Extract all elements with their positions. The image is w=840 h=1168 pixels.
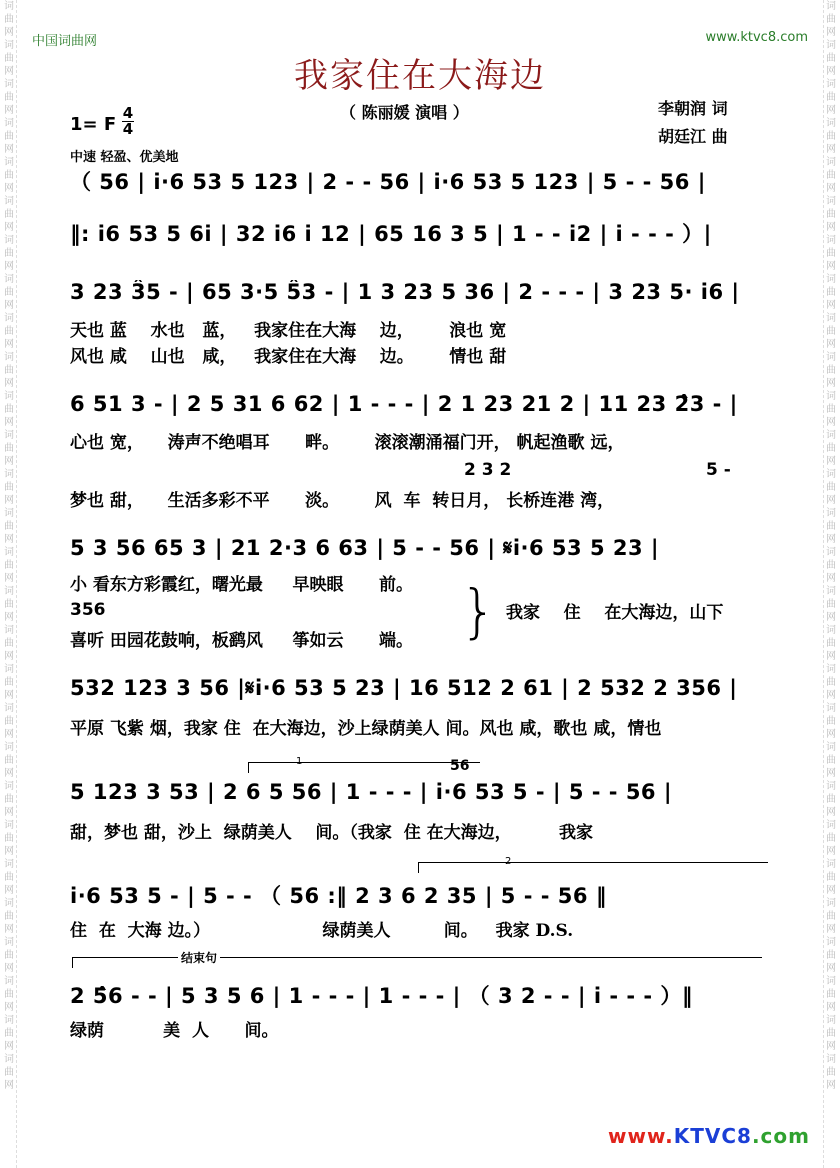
watermark-right: 词曲网词曲网词曲网词曲网词曲网词曲网词曲网词曲网词曲网词曲网词曲网词曲网词曲网词曲网词曲网词曲网词曲网词曲网词曲网词曲网词曲网词曲网词曲网词曲网词曲网词曲网词曲网词曲网 (823, 0, 838, 1168)
lyric-line: 平原 飞紫 烟，我家 住 在大海边，沙上绿荫美人 间。风也 咸，歌也 咸，情也 (70, 719, 662, 739)
site-name: 中国词曲网 (32, 34, 98, 49)
small-notes: 2 3 2 (464, 460, 512, 480)
notation-row-7: 5 123 3 53 | 2 6 5 56 | 1 - - - | i·6 53 5 - | 5 - - 56 | (70, 780, 673, 804)
notation-row-9: 2 5̂6 - - | 5 3 5 6 | 1 - - - | 1 - - - | （ 3 2 - - | i - - - ）‖ (70, 984, 693, 1008)
footer-logo-part: .com (751, 1124, 810, 1148)
volta-number: 2 (505, 856, 512, 867)
notation-row-8: i·6 53 5 - | 5 - - （ 56 :‖ 2 3 6 2 35 | 5 - - 56 ‖ (70, 884, 607, 908)
coda-bracket (72, 957, 762, 958)
lyric-line: 小 看东方彩霞红，曙光最 早映眼 前。 (70, 575, 414, 595)
notation-row-6: 532 123 3 56 |𝄋i·6 53 5 23 | 16 512 2 61 | 2 532 2 356 | (70, 676, 738, 700)
time-top: 4 (122, 104, 134, 122)
lyric-line: 绿荫 美 人 间。 (70, 1021, 279, 1041)
small-notes: 5 - (706, 460, 731, 480)
volta-number: 1 (296, 756, 303, 767)
lyric-line: 心也 宽， 涛声不绝唱耳 畔。 滚滚潮涌福门开， 帆起渔歌 远， (70, 433, 625, 453)
lyric-line: 甜，梦也 甜，沙上 绿荫美人 间。（我家 住 在大海边， 我家 (70, 823, 594, 843)
notation-row-4: 6 51 3 - | 2 5 31 6 62 | 1 - - - | 2 1 23 21 2 | 11 23 2̂3 - | (70, 392, 738, 416)
lyric-line: 梦也 甜， 生活多彩不平 淡。 风 车 转日月， 长桥连港 湾， (70, 491, 615, 511)
lyric-line: 天也 蓝 水也 蓝， 我家住在大海 边， 浪也 宽 (70, 321, 507, 341)
time-signature (122, 106, 134, 137)
footer-logo-part: www. (607, 1124, 674, 1148)
lyric-line: 我家 住 在大海边，山下 (506, 603, 724, 623)
lyric-line: 风也 咸 山也 咸， 我家住在大海 边。 情也 甜 (70, 347, 507, 367)
notation-row-2: ‖: i6 53 5 6i | 32 i6 i 12 | 65 16 3 5 | 1 - - i2 | i - - - ）| (70, 222, 712, 246)
lyric-brace: } (460, 577, 497, 645)
singer: （ 陈丽媛 演唱 ） (340, 103, 469, 122)
volta-bracket-2 (418, 862, 768, 863)
footer-logo-part: KTVC8 (673, 1124, 752, 1148)
footer-logo (608, 1124, 810, 1148)
time-bottom: 4 (122, 120, 134, 138)
notation-row-1: （ 56 | i·6 53 5 123 | 2 - - 56 | i·6 53 5 123 | 5 - - 56 | (70, 170, 706, 194)
lyric-line: 住 在 大海 边。） 绿荫美人 间。 我家 D.S. (70, 921, 574, 941)
lyric-line: 喜听 田园花鼓响，板鹞风 筝如云 端。 (70, 631, 414, 651)
tempo-marking: 中速 轻盈、优美地 (70, 150, 179, 165)
key-signature: 1= F (70, 114, 117, 135)
small-notes: 56 (450, 758, 470, 774)
volta-bracket-1 (248, 762, 480, 763)
song-title: 我家住在大海边 (294, 56, 546, 96)
notation-row-3: 3 23 3̂5 - | 65 3·5 5̂3 - | 1 3 23 5 36 | 2 - - - | 3 23 5· i6 | (70, 280, 740, 304)
small-notes: 356 (70, 600, 106, 620)
ending-label: 结束句 (178, 949, 220, 966)
watermark-left: 词曲网词曲网词曲网词曲网词曲网词曲网词曲网词曲网词曲网词曲网词曲网词曲网词曲网词曲网词曲网词曲网词曲网词曲网词曲网词曲网词曲网词曲网词曲网词曲网词曲网词曲网词曲网词曲网 (2, 0, 17, 1168)
notation-row-5: 5 3 56 65 3 | 21 2·3 6 63 | 5 - - 56 | 𝄋i·6 53 5 23 | (70, 536, 660, 560)
site-url: www.ktvc8.com (705, 30, 808, 45)
lyricist: 李朝润 词 (658, 99, 728, 118)
composer: 胡廷江 曲 (658, 127, 728, 146)
